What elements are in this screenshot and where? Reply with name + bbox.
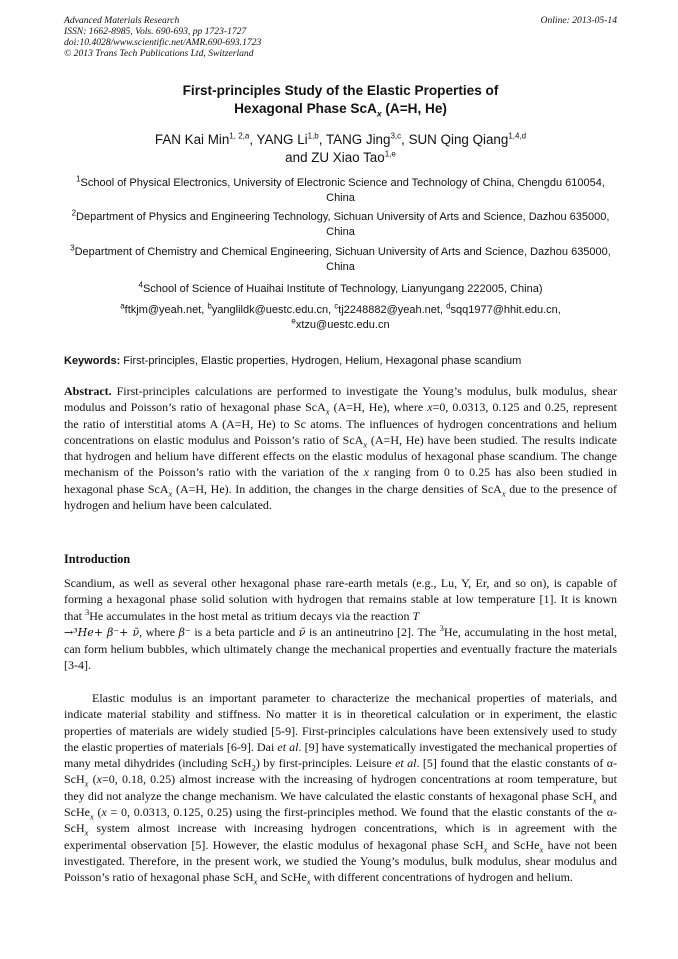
email-link[interactable]: yanglildk@uestc.edu.cn, <box>211 304 335 316</box>
et-al: et al <box>277 739 299 754</box>
abstract <box>64 383 617 513</box>
abstract-text: (A=H, He). In addition, the changes in the charge densities of ScA <box>172 481 502 496</box>
affiliation-text: School of Science of Huaihai Institute of Technology, Lianyungang 222005, China) <box>142 283 543 295</box>
superscript-3: 3 <box>85 606 90 617</box>
intro-text: and ScHe <box>64 788 617 820</box>
beta-symbol: β⁻ <box>178 625 191 639</box>
title-line-2-prefix: Hexagonal Phase ScA <box>234 101 377 116</box>
affiliation-sup: 4 <box>138 280 143 290</box>
author-emails <box>64 303 617 333</box>
title-line-2 <box>64 100 617 118</box>
email-sup: d <box>446 301 451 311</box>
intro-text: have not been investigated. Therefore, in the present work, we studied the Young’s modulus, bulk modulus, shear modulus and Poisson’s ratio of hexagonal phase ScH <box>64 837 618 885</box>
decay-equation: →³He+ β⁻+ ν̄ <box>64 625 140 639</box>
author-name: FAN Kai Min <box>154 132 230 147</box>
subscript-x: x <box>363 439 368 450</box>
subscript-x: x <box>306 876 311 887</box>
intro-text: with different concentrations of hydrogen and helium. <box>310 870 573 885</box>
affiliation-2 <box>64 210 617 240</box>
intro-text: is a beta particle and <box>190 624 299 639</box>
subscript-x: x <box>84 778 89 789</box>
intro-text: ( <box>88 772 97 787</box>
email-sup: e <box>291 316 296 326</box>
subscript-x: x <box>325 406 330 417</box>
email-sup: b <box>207 301 212 311</box>
intro-text: is an antineutrino [2]. The <box>305 624 440 639</box>
intro-paragraph-2 <box>64 690 617 886</box>
intro-text: . [9] have systematically investigated the mechanical properties of many metal dihydrides (including ScH <box>64 739 617 771</box>
variable-x: x <box>96 772 102 787</box>
affiliation-sup: 1 <box>76 174 81 184</box>
intro-paragraph-1 <box>64 575 617 674</box>
authors-line-1 <box>64 131 617 149</box>
author-sep: , <box>249 132 257 147</box>
author-sup: 3,c <box>390 131 402 141</box>
paper-title <box>64 82 617 118</box>
abstract-text: (A=H, He) have been studied. The results indicate that hydrogen and helium have different effects on the elastic modulus of hexagonal phase scandium. The change mechanism of the Poisson’s ratio with the variation of the <box>64 432 617 480</box>
intro-text: and ScHe <box>257 870 307 885</box>
issn-line: ISSN: 1662-8985, Vols. 690-693, pp 1723-1727 <box>64 26 247 37</box>
subscript-x: x <box>253 876 258 887</box>
author-sup: 1,e <box>384 149 396 159</box>
antineutrino-symbol: ν̄ <box>298 625 306 639</box>
subscript-x: x <box>501 488 506 499</box>
subscript-x: x <box>90 811 94 822</box>
doi-line: doi:10.4028/www.scientific.net/AMR.690-693.1723 <box>64 37 262 48</box>
intro-text: Scandium, as well as several other hexagonal phase rare-earth metals (e.g., Lu, Y, Er, and so on), is capable of forming a hexagonal phase solid solution with hydrogen that remains stable at low temperature [1]. It is known that <box>64 576 617 623</box>
abstract-text: ranging from 0 to 0.25 has also been studied in hexagonal phase ScA <box>64 465 618 496</box>
author-name: and ZU Xiao Tao <box>285 150 385 165</box>
affiliation-3 <box>64 245 617 275</box>
email-link[interactable]: tj2248882@yeah.net, <box>338 304 447 316</box>
intro-text: = 0, 0.0313, 0.125, 0.25) using the first-principles method. We found that the elastic constants of the α-ScH <box>64 805 618 836</box>
intro-text: . [5] found that the elastic constants of α-ScH <box>64 756 618 787</box>
intro-text: ) by first-principles. Leisure <box>255 756 396 771</box>
intro-text: =0, 0.18, 0.25) almost increase with the increasing of hydrogen concentrations at room temperature, but they did not analyze the change mechanism. We have calculated the elastic constants of hexagonal phase ScH <box>64 772 617 803</box>
email-link[interactable]: xtzu@uestc.edu.cn <box>295 319 390 331</box>
author-sep: , <box>318 132 326 147</box>
affiliation-text: School of Physical Electronics, University of Electronic Science and Technology of China, Chengdu 610054, China <box>80 177 605 204</box>
author-list <box>64 131 617 167</box>
subscript-x: x <box>539 844 544 855</box>
intro-text: He, accumulating in the host metal, can form helium bubbles, which ultimately change the mechanical properties and eventually fracture the materials [3-4]. <box>64 624 617 673</box>
intro-text: system almost increase with increasing hydrogen concentrations, which is in agreement with the experimental observation [5]. However, the elastic modulus of hexagonal phase ScH <box>64 821 617 852</box>
variable-x: x <box>101 805 107 820</box>
et-al: et al <box>395 756 417 771</box>
subscript-x: x <box>168 488 173 499</box>
tritium-symbol: T <box>412 608 420 623</box>
author-sup: 1, 2,a <box>229 131 250 141</box>
subscript-x: x <box>592 795 597 806</box>
intro-text: , where <box>139 624 179 639</box>
email-sup: a <box>120 301 125 311</box>
email-sup: c <box>334 301 339 311</box>
affiliation-sup: 3 <box>70 243 75 253</box>
subscript-x: x <box>84 827 89 838</box>
affiliation-1 <box>64 176 617 206</box>
online-date: Online: 2013-05-14 <box>540 15 617 26</box>
intro-text: Elastic modulus is an important parameter to characterize the mechanical properties of materials, and indicate material stability and stiffness. No matter it is in theoretical calculation or in experiment, the elastic properties of materials are widely studied [5-9]. First-principles calculations have been extensively used to study the elastic properties of materials [6-9]. Dai <box>64 691 617 754</box>
email-link[interactable]: ftkjm@yeah.net, <box>124 304 208 316</box>
affiliation-text: Department of Chemistry and Chemical Engineering, Sichuan University of Arts and Science, Dazhou 635000, China <box>74 246 611 273</box>
affiliation-4 <box>64 282 617 297</box>
title-line-1: First-principles Study of the Elastic Properties of <box>182 83 499 98</box>
intro-text: ( <box>93 805 102 820</box>
subscript-2: 2 <box>251 762 256 773</box>
intro-text: He accumulates in the host metal as tritium decays via the reaction <box>89 608 413 623</box>
abstract-text: due to the presence of hydrogen and helium have been calculated. <box>64 481 618 513</box>
author-sep: , <box>401 132 409 147</box>
variable-x: x <box>427 400 433 415</box>
section-heading-introduction: Introduction <box>64 552 131 566</box>
keywords-label: Keywords: <box>64 355 121 367</box>
affiliation-sup: 2 <box>71 208 77 218</box>
title-subscript: x <box>376 108 382 119</box>
abstract-text: (A=H, He), where <box>329 400 428 415</box>
intro-text: and ScHe <box>487 837 540 852</box>
subscript-x: x <box>483 844 488 855</box>
email-link[interactable]: sqq1977@hhit.edu.cn, <box>450 304 561 316</box>
affiliation-text: Department of Physics and Engineering Technology, Sichuan University of Arts and Science, Dazhou 635000, China <box>76 211 610 238</box>
copyright-line: © 2013 Trans Tech Publications Ltd, Switzerland <box>64 48 254 59</box>
abstract-text: First-principles calculations are performed to investigate the Young’s modulus, bulk modulus, shear modulus and Poisson’s ratio of hexagonal phase ScA <box>64 384 617 415</box>
author-sup: 1,b <box>307 131 319 141</box>
journal-header <box>64 15 617 59</box>
abstract-text: =0, 0.0313, 0.125 and 0.25, represent the ratio of interstitial atoms A (A=H, He) to Sc atoms. The influences of hydrogen concentrations and helium concentrations on elastic modulus and Poisson’s ratio of ScA <box>64 400 617 447</box>
author-sup: 1,4,d <box>508 131 527 141</box>
title-line-2-suffix: (A=H, He) <box>381 101 447 116</box>
author-name: SUN Qing Qiang <box>408 132 509 147</box>
superscript-3: 3 <box>439 622 444 633</box>
journal-name: Advanced Materials Research <box>64 15 180 26</box>
author-name: YANG Li <box>256 132 308 147</box>
keywords <box>64 354 617 369</box>
abstract-label: Abstract. <box>64 384 112 398</box>
variable-x: x <box>363 465 369 480</box>
keywords-text: First-principles, Elastic properties, Hydrogen, Helium, Hexagonal phase scandium <box>120 355 522 367</box>
authors-line-2 <box>64 149 617 167</box>
author-name: TANG Jing <box>325 132 391 147</box>
